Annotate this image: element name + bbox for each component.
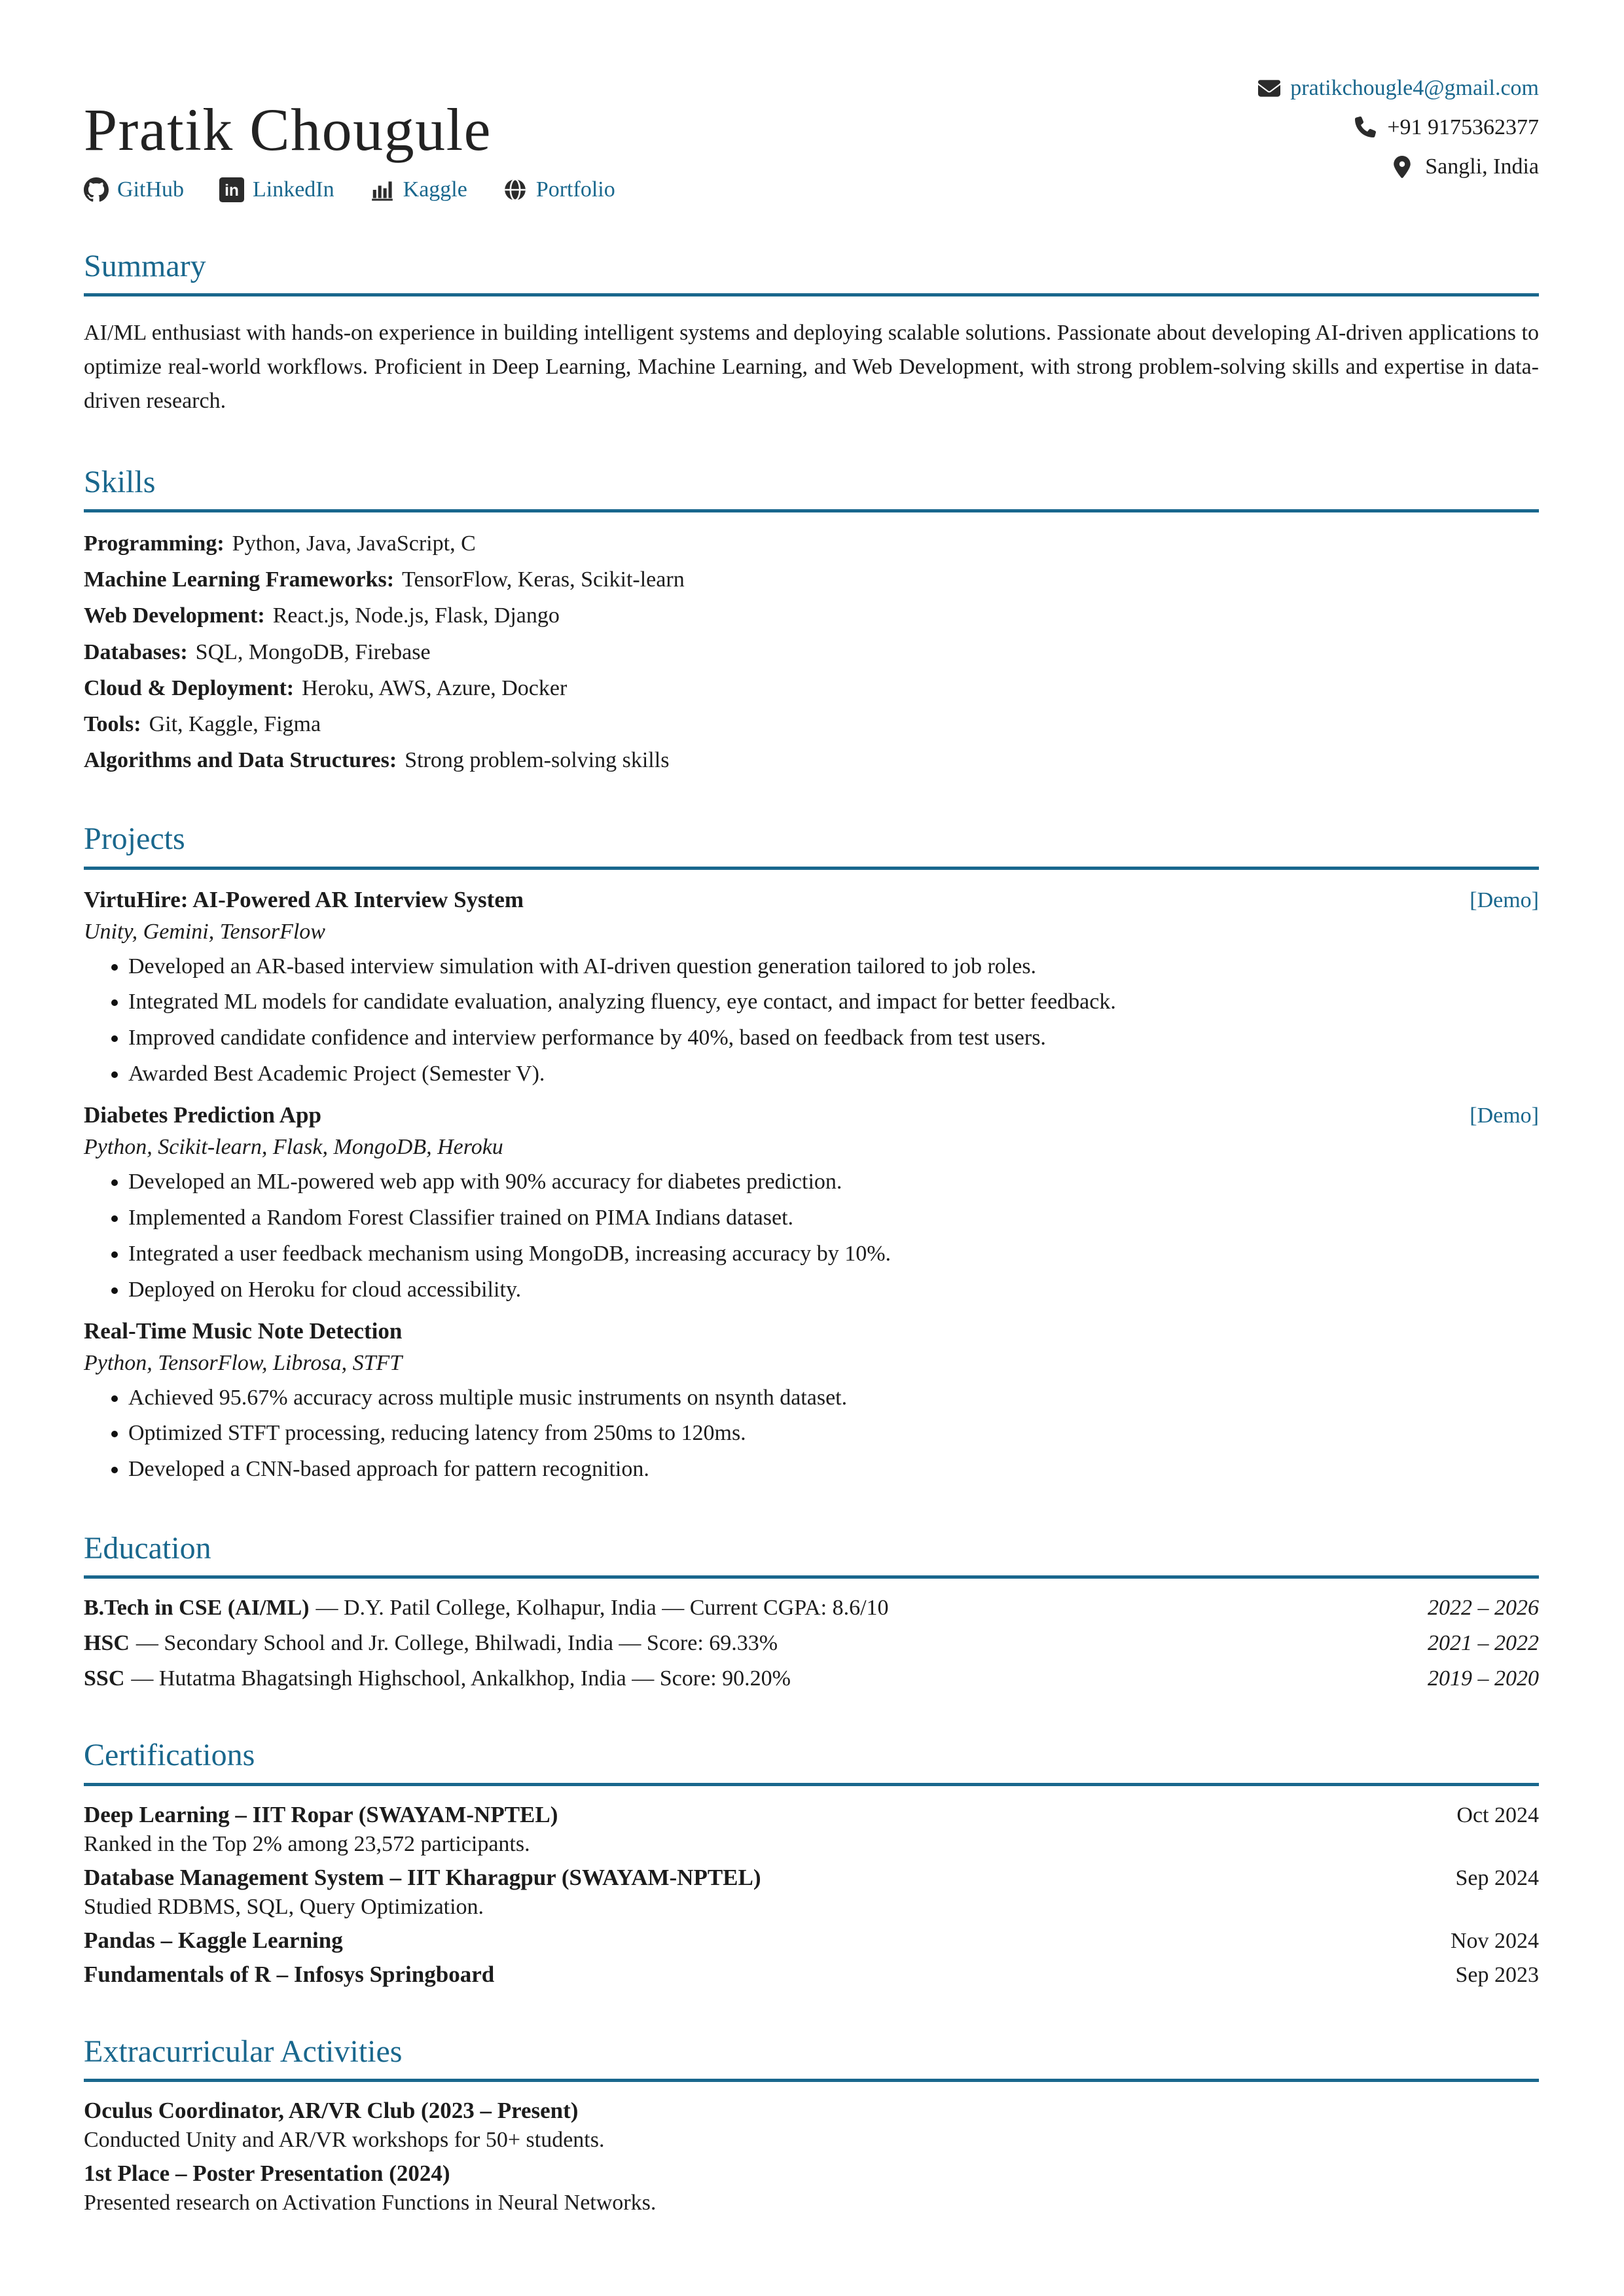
contact-email-row: [1258, 76, 1539, 101]
summary-title: Summary: [84, 248, 206, 283]
certification-date: Oct 2024: [1456, 1803, 1539, 1827]
kaggle-icon: [370, 177, 395, 202]
project-name: Diabetes Prediction App: [84, 1102, 321, 1128]
project-bullet: • Developed a CNN-based approach for pattern recognition.: [128, 1455, 1539, 1484]
project-bullet: • Implemented a Random Forest Classifier trained on PIMA Indians dataset.: [128, 1204, 1539, 1233]
profile-links: [84, 177, 615, 202]
section-divider: [84, 867, 1539, 870]
certification-header: [84, 1865, 1539, 1891]
project-item: [84, 1318, 1539, 1485]
linkedin-link[interactable]: [219, 177, 334, 202]
project-bullet-list: [84, 952, 1539, 1090]
section-skills: [84, 464, 1539, 776]
linkedin-link-label: LinkedIn: [253, 177, 334, 202]
skill-value: Python, Java, JavaScript, C: [232, 531, 476, 556]
education-degree: HSC: [84, 1631, 130, 1656]
section-extracurricular: [84, 2034, 1539, 2215]
certification-item: [84, 1865, 1539, 1920]
project-bullet: • Improved candidate confidence and interview performance by 40%, based on feedback from test users.: [128, 1024, 1539, 1053]
education-row: [84, 1631, 1539, 1656]
education-degree: B.Tech in CSE (AI/ML): [84, 1596, 310, 1621]
skill-value: Git, Kaggle, Figma: [149, 711, 321, 736]
extracurricular-item-title: 1st Place – Poster Presentation (2024): [84, 2160, 450, 2186]
demo-link[interactable]: [Demo]: [1470, 1103, 1539, 1128]
project-bullet: • Achieved 95.67% accuracy across multiple music instruments on nsynth dataset.: [128, 1384, 1539, 1413]
project-bullet: • Integrated ML models for candidate evaluation, analyzing fluency, eye contact, and impact for better feedback.: [128, 988, 1539, 1017]
section-divider: [84, 2079, 1539, 2082]
extracurricular-item-note: Conducted Unity and AR/VR workshops for 50+ students.: [84, 2127, 605, 2152]
education-degree: SSC: [84, 1666, 125, 1691]
skill-label: Cloud & Deployment:: [84, 675, 295, 700]
certification-header: [84, 1928, 1539, 1954]
skill-row: [84, 674, 1539, 703]
certification-item: [84, 1962, 1539, 1988]
certification-item: [84, 1928, 1539, 1954]
project-header: [84, 887, 1539, 913]
certifications-list: [84, 1802, 1539, 1988]
education-row: [84, 1596, 1539, 1621]
project-item: [84, 1102, 1539, 1305]
project-name: VirtuHire: AI-Powered AR Interview System: [84, 886, 524, 912]
page-title: Pratik Chougule: [84, 96, 492, 163]
skill-value: SQL, MongoDB, Firebase: [195, 639, 431, 664]
education-details: — Hutatma Bhagatsingh Highschool, Ankalkhop, India — Score: 90.20%: [131, 1666, 791, 1691]
svg-text:in: in: [225, 181, 239, 200]
skill-label: Algorithms and Data Structures:: [84, 748, 397, 773]
certification-header: [84, 1802, 1539, 1828]
extracurricular-item-title: Oculus Coordinator, AR/VR Club (2023 – Present): [84, 2097, 579, 2123]
skill-label: Programming:: [84, 531, 225, 556]
certification-note: Ranked in the Top 2% among 23,572 participants.: [84, 1831, 530, 1856]
education-details: — Secondary School and Jr. College, Bhilwadi, India — Score: 69.33%: [135, 1631, 778, 1656]
skill-row: [84, 710, 1539, 739]
kaggle-link[interactable]: [370, 177, 467, 202]
phone-number: +91 9175362377: [1387, 115, 1539, 139]
project-item: [84, 887, 1539, 1090]
github-icon: [84, 177, 109, 202]
skill-label: Databases:: [84, 639, 188, 664]
certification-item: [84, 1802, 1539, 1857]
certification-header: [84, 1962, 1539, 1988]
section-divider: [84, 1783, 1539, 1786]
section-education: [84, 1530, 1539, 1691]
skill-label: Tools:: [84, 711, 141, 736]
project-bullet-list: [84, 1168, 1539, 1305]
demo-link[interactable]: [Demo]: [1470, 888, 1539, 912]
project-bullet-list: [84, 1384, 1539, 1485]
globe-icon: [503, 177, 528, 202]
skill-row: [84, 565, 1539, 594]
skill-row: [84, 746, 1539, 775]
extracurricular-title: Extracurricular Activities: [84, 2034, 403, 2069]
project-bullet: • Integrated a user feedback mechanism using MongoDB, increasing accuracy by 10%.: [128, 1240, 1539, 1269]
skill-label: Web Development:: [84, 603, 265, 628]
section-divider: [84, 509, 1539, 512]
skill-row: [84, 529, 1539, 558]
skill-value: TensorFlow, Keras, Scikit-learn: [402, 567, 685, 592]
section-divider: [84, 293, 1539, 296]
projects-list: [84, 887, 1539, 1485]
education-left: [84, 1596, 889, 1621]
section-summary: [84, 248, 1539, 418]
project-bullet: • Developed an ML-powered web app with 90% accuracy for diabetes prediction.: [128, 1168, 1539, 1197]
certification-note: Studied RDBMS, SQL, Query Optimization.: [84, 1894, 484, 1919]
skill-value: Heroku, AWS, Azure, Docker: [302, 675, 568, 700]
education-years: 2019 – 2020: [1428, 1666, 1539, 1691]
project-tech-stack: Python, TensorFlow, Librosa, STFT: [84, 1350, 403, 1375]
education-title: Education: [84, 1531, 211, 1566]
github-link-label: GitHub: [117, 177, 184, 202]
certification-date: Nov 2024: [1450, 1928, 1539, 1953]
contact-location-row: [1393, 154, 1539, 179]
education-list: [84, 1596, 1539, 1691]
section-projects: [84, 821, 1539, 1484]
project-name: Real-Time Music Note Detection: [84, 1318, 403, 1344]
extracurricular-item: [84, 2161, 1539, 2215]
education-years: 2022 – 2026: [1428, 1596, 1539, 1621]
portfolio-link[interactable]: [503, 177, 615, 202]
skills-title: Skills: [84, 464, 156, 499]
skill-value: Strong problem-solving skills: [405, 748, 670, 773]
github-link[interactable]: [84, 177, 184, 202]
education-left: [84, 1666, 791, 1691]
certification-title: Pandas – Kaggle Learning: [84, 1927, 343, 1953]
extracurricular-item-note: Presented research on Activation Functions in Neural Networks.: [84, 2190, 657, 2215]
project-tech-stack: Python, Scikit-learn, Flask, MongoDB, Heroku: [84, 1135, 503, 1160]
envelope-icon: [1258, 77, 1280, 99]
contact-info: [1258, 76, 1539, 179]
project-bullet: • Developed an AR-based interview simulation with AI-driven question generation tailored to job roles.: [128, 952, 1539, 982]
header-left: [84, 68, 615, 202]
certification-date: Sep 2024: [1455, 1865, 1539, 1890]
certification-title: Deep Learning – IIT Ropar (SWAYAM-NPTEL): [84, 1801, 558, 1827]
header: [84, 68, 1539, 202]
project-header: [84, 1102, 1539, 1128]
contact-phone-row: [1355, 115, 1539, 140]
project-tech-stack: Unity, Gemini, TensorFlow: [84, 919, 325, 944]
certifications-title: Certifications: [84, 1738, 255, 1773]
projects-title: Projects: [84, 821, 185, 857]
education-left: [84, 1631, 778, 1656]
section-certifications: [84, 1737, 1539, 1987]
project-bullet: • Optimized STFT processing, reducing latency from 250ms to 120ms.: [128, 1419, 1539, 1448]
project-header: [84, 1318, 1539, 1344]
certification-title: Fundamentals of R – Infosys Springboard: [84, 1961, 495, 1987]
education-details: — D.Y. Patil College, Kolhapur, India — Current CGPA: 8.6/10: [316, 1596, 889, 1621]
education-years: 2021 – 2022: [1428, 1631, 1539, 1656]
section-divider: [84, 1575, 1539, 1579]
certification-title: Database Management System – IIT Kharagpur (SWAYAM-NPTEL): [84, 1864, 761, 1890]
project-bullet: • Awarded Best Academic Project (Semester V).: [128, 1060, 1539, 1089]
phone-icon: [1355, 117, 1377, 139]
certification-date: Sep 2023: [1455, 1962, 1539, 1987]
kaggle-link-label: Kaggle: [403, 177, 467, 202]
skills-list: [84, 529, 1539, 775]
portfolio-link-label: Portfolio: [535, 177, 615, 202]
email-link[interactable]: pratikchougle4@gmail.com: [1290, 76, 1539, 100]
project-bullet: • Deployed on Heroku for cloud accessibility.: [128, 1276, 1539, 1305]
skill-row: [84, 601, 1539, 630]
skill-label: Machine Learning Frameworks:: [84, 567, 395, 592]
skill-value: React.js, Node.js, Flask, Django: [272, 603, 560, 628]
summary-text: AI/ML enthusiast with hands-on experience in building intelligent systems and deploying scalable solutions. Passionate about developing AI-driven applications to optimize real-world workflows. Proficient in Deep Learning, Machine Learning, and Web Development, with strong problem-solving skills and expertise in data-driven research.: [84, 320, 1539, 413]
extracurricular-list: [84, 2098, 1539, 2215]
skill-row: [84, 638, 1539, 667]
linkedin-icon: [219, 177, 244, 202]
location-pin-icon: [1393, 156, 1415, 178]
education-row: [84, 1666, 1539, 1691]
extracurricular-item: [84, 2098, 1539, 2153]
location-text: Sangli, India: [1425, 154, 1539, 179]
